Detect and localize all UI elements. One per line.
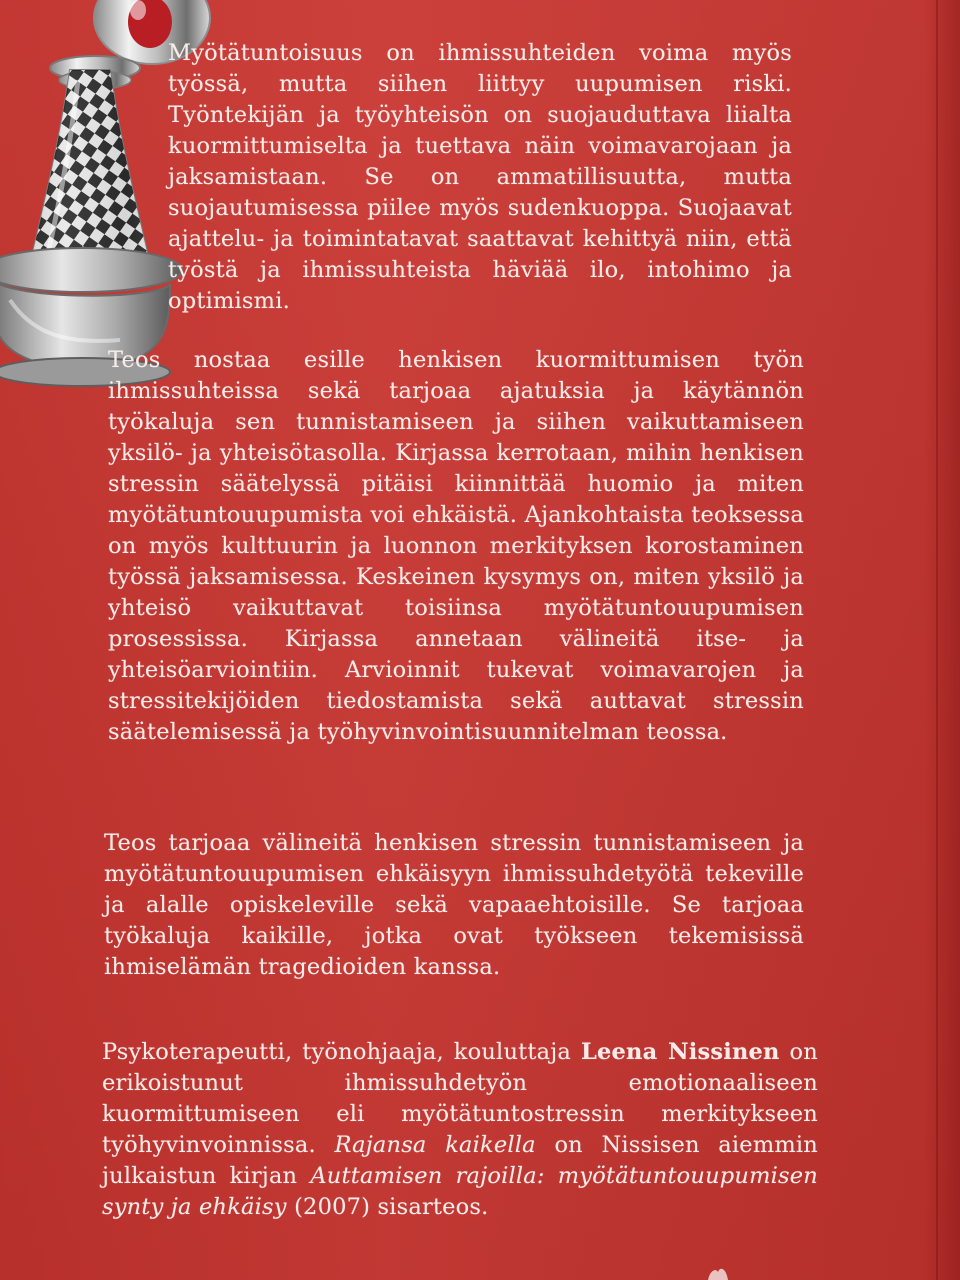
audience-paragraph: Teos tarjoaa välineitä henkisen stressin tunnistamiseen ja myötätuntouupumisen ehkäisyyn ihmissuhdetyötä tekeville ja alalle opiskeleville sekä vapaaehtoisille. Se tarjoaa työkaluja kaikille, jotka ovat työkseen tekemisissä ihmiselämän tragedioiden kanssa.	[104, 830, 804, 980]
author-name: Leena Nissinen	[580, 1039, 780, 1065]
bottom-mark-icon	[704, 1262, 732, 1280]
previous-book-title: Auttamisen rajoilla: myötätuntouupumisen synty ja ehkäisy	[102, 1163, 818, 1220]
author-mid-text: on erikoistunut ihmissuhdetyön emotionaaliseen kuormittumiseen eli myötätuntostressin merkitykseen työhyvinvoinnissa.	[102, 1039, 818, 1158]
page-edge	[924, 0, 960, 1280]
content-paragraph: Teos nostaa esille henkisen kuormittumisen työn ihmissuhteissa sekä tarjoaa ajatuksia ja käytännön työkaluja sen tunnistamiseen ja siihen vaikuttamiseen yksilö- ja yhteisötasolla. Kirjassa kerrotaan, mihin henkisen stressin säätelyssä pitäisi kiinnittää huomio ja miten myötätuntouupumista voi ehkäistä. Ajankohtaista teoksessa on myös kulttuurin ja luonnon merkityksen korostaminen työssä jaksamisessa. Keskeinen kysymys on, miten yksilö ja yhteisö vaikuttavat toisiinsa myötätuntouupumisen prosessissa. Kirjassa annetaan välineitä itse- ja yhteisöarviointiin. Arvioinnit tukevat voimavarojen ja stressitekijöiden tiedostamista sekä auttavat stressin säätelemisessä ja työhyvinvointisuunnitelman teossa.	[108, 347, 804, 745]
author-mid2-text: on Nissisen aiemmin julkaistun kirjan	[102, 1132, 818, 1189]
author-outro-text: (2007) sisarteos.	[286, 1194, 489, 1220]
author-intro-text: Psykoterapeutti, työnohjaaja, kouluttaja	[102, 1039, 581, 1065]
book-title: Rajansa kaikella	[334, 1132, 536, 1158]
intro-paragraph: Myötätuntoisuus on ihmissuhteiden voima myös työssä, mutta siihen liittyy uupumisen riski. Työntekijän ja työyhteisön on suojauduttava liialta kuormittumiselta ja tuettava näin voimavarojaan ja jaksamistaan. Se on ammatillisuutta, mutta suojautumisessa piilee myös sudenkuoppa. Suojaavat ajattelu- ja toimintatavat saattavat kehittyä niin, että työstä ja ihmissuhteista häviää ilo, intohimo ja optimismi.	[168, 40, 792, 314]
author-paragraph	[102, 1037, 818, 1223]
